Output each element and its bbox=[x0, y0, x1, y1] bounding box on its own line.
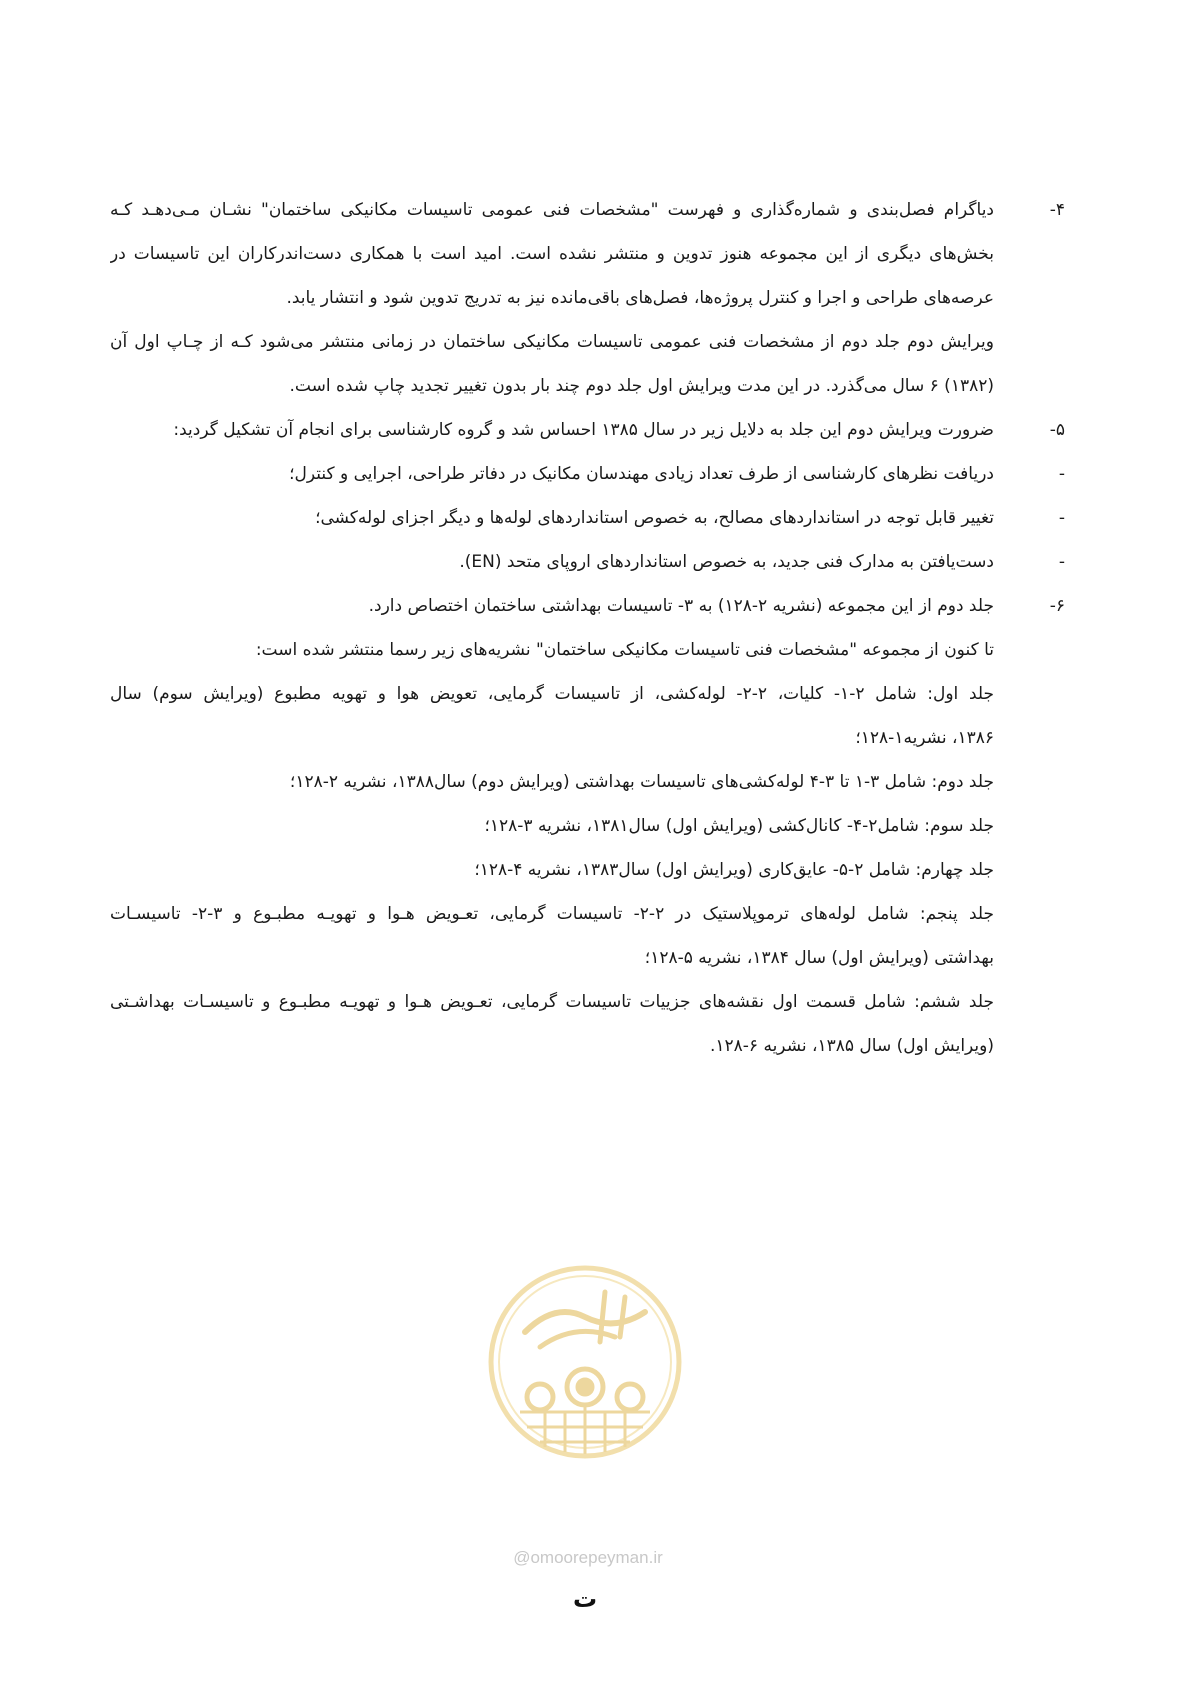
paragraph-4 bbox=[110, 188, 1065, 408]
paragraph-line: جلد دوم از این مجموعه (نشریه ۲-۱۲۸) به ۳- تاسیسات بهداشتی ساختمان اختصاص دارد. bbox=[368, 596, 994, 616]
list-item-text: دریافت نظرهای کارشناسی از طرف تعداد زیادی مهندسان مکانیک در دفاتر طراحی، اجرایی و کنترل؛ bbox=[289, 464, 994, 484]
list-dash: - bbox=[1058, 552, 1065, 572]
paragraph-line: عرصه‌های طراحی و اجرا و کنترل پروژه‌ها، فصل‌های باقی‌مانده نیز به تدریج تدوین شود و انتشار یابد. bbox=[286, 288, 994, 308]
paragraph-5 bbox=[110, 408, 1065, 452]
paragraph-line: (۱۳۸۲) ۶ سال می‌گذرد. در این مدت ویرایش اول جلد دوم چند بار بدون تغییر تجدید چاپ شده است. bbox=[289, 376, 994, 396]
list-item-text: دست‌یافتن به مدارک فنی جدید، به خصوص استانداردهای اروپای متحد (EN). bbox=[459, 552, 994, 572]
paragraph-line: تا کنون از مجموعه "مشخصات فنی تاسیسات مکانیکی ساختمان" نشریه‌های زیر رسما منتشر شده است: bbox=[255, 640, 994, 660]
watermark-logo bbox=[485, 1262, 685, 1462]
list-item bbox=[110, 496, 1065, 540]
paragraph-line: ۱۳۸۶، نشریه۱-۱۲۸؛ bbox=[855, 728, 994, 748]
paragraph-line: بخش‌های دیگری از این مجموعه هنوز تدوین و منتشر نشده است. امید است با همکاری دست‌اندرکاران این تاسیسات در bbox=[110, 244, 994, 264]
paragraph-line: جلد سوم: شامل۲-۴- کانال‌کشی (ویرایش اول) سال۱۳۸۱، نشریه ۳-۱۲۸؛ bbox=[484, 816, 994, 836]
paragraph-line: ویرایش دوم جلد دوم از مشخصات فنی عمومی تاسیسات مکانیکی ساختمان در زمانی منتشر می‌شود کـه از چـاپ اول آن bbox=[110, 332, 994, 352]
paragraph-line: جلد پنجم: شامل لوله‌های ترموپلاستیک در ۲-۲- تاسیسات گرمایی، تعـویض هـوا و تهویـه مطبـوع و ۳-۲- تاسیسـات bbox=[110, 904, 994, 924]
paragraph-line: جلد چهارم: شامل ۲-۵- عایق‌کاری (ویرایش اول) سال۱۳۸۳، نشریه ۴-۱۲۸؛ bbox=[474, 860, 994, 880]
paragraph-line: جلد دوم: شامل ۳-۱ تا ۳-۴ لوله‌کشی‌های تاسیسات بهداشتی (ویرایش دوم) سال۱۳۸۸، نشریه ۲-۱۲۸؛ bbox=[289, 772, 994, 792]
paragraph-line: ضرورت ویرایش دوم این جلد به دلایل زیر در سال ۱۳۸۵ احساس شد و گروه کارشناسی برای انجام آن تشکیل گردید: bbox=[173, 420, 994, 440]
watermark-site-url: @omoorepeyman.ir bbox=[513, 1548, 663, 1567]
list-dash: - bbox=[1058, 508, 1065, 528]
list-item bbox=[110, 452, 1065, 496]
paragraph-number: ۵- bbox=[1049, 420, 1065, 440]
paragraph-line: جلد ششم: شامل قسمت اول نقشه‌های جزییات تاسیسات گرمایی، تعـویض هـوا و تهویـه مطبـوع و تاسیسـات بهداشـتی bbox=[110, 992, 994, 1012]
list-item-text: تغییر قابل توجه در استانداردهای مصالح، به خصوص استانداردهای لوله‌ها و دیگر اجزای لوله‌کشی؛ bbox=[315, 508, 994, 528]
paragraph-line: دیاگرام فصل‌بندی و شماره‌گذاری و فهرست "مشخصات فنی عمومی تاسیسات مکانیکی ساختمان" نشـان مـی‌دهـد کـه bbox=[110, 200, 994, 220]
paragraph-number: ۶- bbox=[1049, 596, 1065, 616]
page-number: ت bbox=[572, 1585, 598, 1613]
paragraph-line: (ویرایش اول) سال ۱۳۸۵، نشریه ۶-۱۲۸. bbox=[709, 1036, 994, 1056]
paragraph-6 bbox=[110, 584, 1065, 1068]
paragraph-line: جلد اول: شامل ۲-۱- کلیات، ۲-۲- لوله‌کشی، از تاسیسات گرمایی، تعویض هوا و تهویه مطبوع (ویرایش سوم) سال bbox=[110, 684, 994, 704]
list-item bbox=[110, 540, 1065, 584]
logo-emblem-icon bbox=[485, 1262, 685, 1462]
paragraph-number: ۴- bbox=[1049, 200, 1065, 220]
list-dash: - bbox=[1058, 464, 1065, 484]
paragraph-line: بهداشتی (ویرایش اول) سال ۱۳۸۴، نشریه ۵-۱۲۸؛ bbox=[644, 948, 994, 968]
document-body bbox=[110, 188, 1065, 1068]
